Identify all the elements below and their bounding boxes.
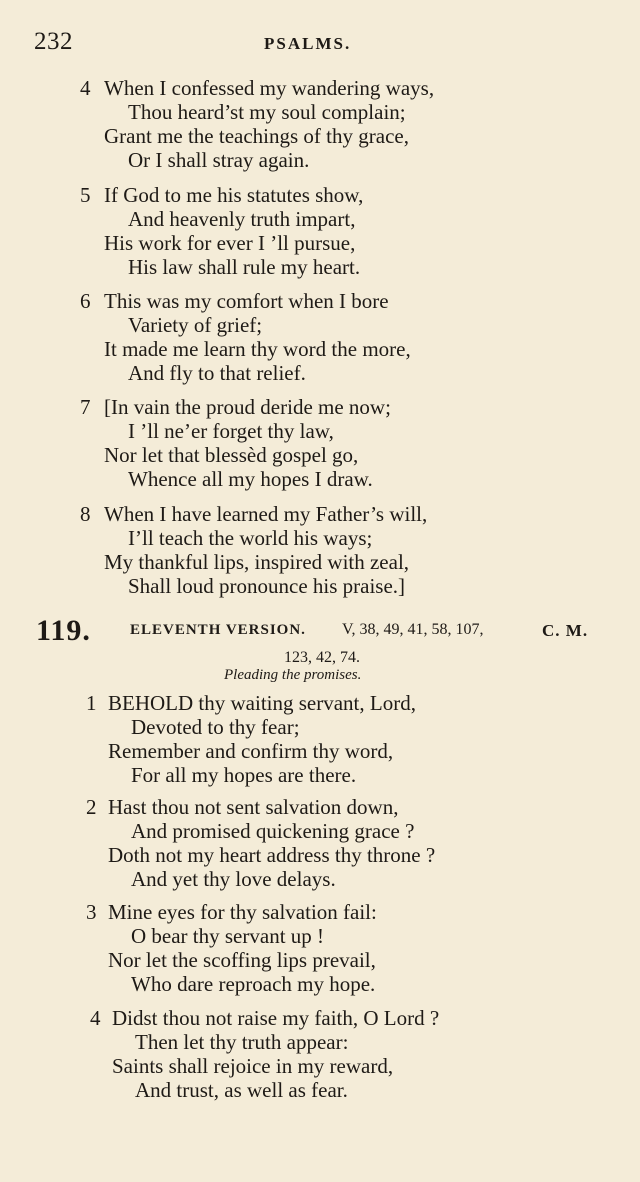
stanza-number: 4 xyxy=(80,76,91,100)
stanza-number: 6 xyxy=(80,289,91,313)
verse-line: My thankful lips, inspired with zeal, xyxy=(104,550,410,574)
verse-line: Nor let the scoffing lips prevail, xyxy=(108,948,376,972)
verse-line: Doth not my heart address thy throne ? xyxy=(108,843,436,867)
verse-line: Then let thy truth appear: xyxy=(135,1030,349,1054)
verse-line: Mine eyes for thy salvation fail: xyxy=(108,900,377,924)
verse-line: And trust, as well as fear. xyxy=(135,1078,348,1102)
stanza-number: 8 xyxy=(80,502,91,526)
verse-line: This was my comfort when I bore xyxy=(104,289,389,313)
page-header xyxy=(0,28,640,58)
verse-line: Whence all my hopes I draw. xyxy=(128,467,373,491)
verse-line: Nor let that blessèd gospel go, xyxy=(104,443,359,467)
verse-line: I ’ll ne’er forget thy law, xyxy=(128,419,334,443)
stanza-number: 1 xyxy=(86,691,97,715)
verse-line: Remember and confirm thy word, xyxy=(108,739,394,763)
stanza-number: 3 xyxy=(86,900,97,924)
stanza-number: 2 xyxy=(86,795,97,819)
verse-line: I’ll teach the world his ways; xyxy=(128,526,373,550)
stanza-number: 5 xyxy=(80,183,91,207)
stanza-number: 7 xyxy=(80,395,91,419)
meter: C. M. xyxy=(542,621,589,640)
verse-references-continued: 123, 42, 74. xyxy=(284,649,360,666)
verse-line: Devoted to thy fear; xyxy=(131,715,300,739)
verse-line: His work for ever I ’ll pursue, xyxy=(104,231,356,255)
verse-line: And heavenly truth impart, xyxy=(128,207,356,231)
verse-line: Didst thou not raise my faith, O Lord ? xyxy=(112,1006,440,1030)
verse-line: And yet thy love delays. xyxy=(131,867,336,891)
verse-line: Grant me the teachings of thy grace, xyxy=(104,124,409,148)
verse-line: When I have learned my Father’s will, xyxy=(104,502,428,526)
verse-line: [In vain the proud deride me now; xyxy=(104,395,391,419)
verse-line: When I confessed my wandering ways, xyxy=(104,76,435,100)
verse-line: And promised quickening grace ? xyxy=(131,819,415,843)
verse-line: Who dare reproach my hope. xyxy=(131,972,376,996)
verse-line: O bear thy servant up ! xyxy=(131,924,325,948)
psalm-subtitle: Pleading the promises. xyxy=(224,667,362,683)
verse-line: Variety of grief; xyxy=(128,313,263,337)
page-number: 232 xyxy=(34,28,73,55)
running-title: PSALMS. xyxy=(264,34,352,53)
verse-line: Shall loud pronounce his praise.] xyxy=(128,574,406,598)
verse-line: BEHOLD thy waiting servant, Lord, xyxy=(108,691,416,715)
verse-line: And fly to that relief. xyxy=(128,361,306,385)
verse-line: It made me learn thy word the more, xyxy=(104,337,411,361)
verse-line: His law shall rule my heart. xyxy=(128,255,361,279)
verse-line: Saints shall rejoice in my reward, xyxy=(112,1054,394,1078)
verse-line: Or I shall stray again. xyxy=(128,148,310,172)
verse-line: Thou heard’st my soul complain; xyxy=(128,100,406,124)
version-title: ELEVENTH VERSION. xyxy=(130,622,306,638)
verse-line: If God to me his statutes show, xyxy=(104,183,364,207)
stanza-number: 4 xyxy=(90,1006,101,1030)
verse-references: V, 38, 49, 41, 58, 107, xyxy=(342,621,484,638)
psalm-number: 119. xyxy=(36,614,91,647)
verse-line: For all my hopes are there. xyxy=(131,763,357,787)
verse-line: Hast thou not sent salvation down, xyxy=(108,795,399,819)
